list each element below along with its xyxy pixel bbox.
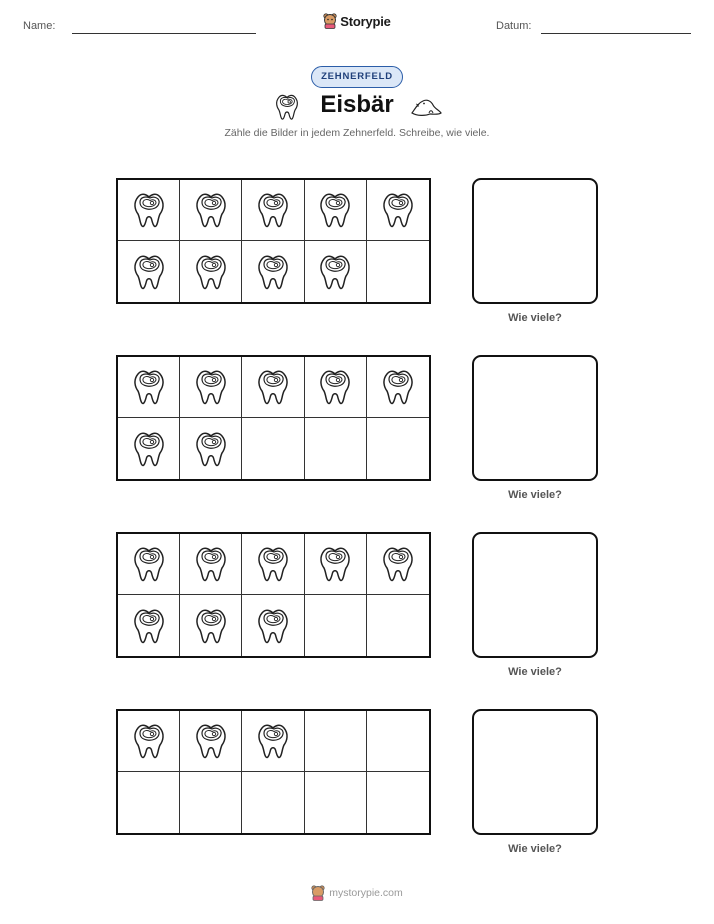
answer-box[interactable] [472, 355, 598, 481]
answer-label: Wie viele? [508, 843, 562, 855]
tooth-steak-icon [381, 545, 415, 583]
name-label: Name: [23, 20, 56, 32]
ten-frame-cell [305, 241, 367, 302]
tooth-steak-icon [256, 722, 290, 760]
ten-frame-cell [242, 772, 304, 833]
ten-frame-cell [367, 418, 429, 479]
answer-label: Wie viele? [508, 666, 562, 678]
ten-frame-cell [180, 241, 242, 302]
ten-frame-cell [305, 595, 367, 656]
bear-mascot-icon [311, 885, 325, 901]
tooth-steak-icon [194, 253, 228, 291]
ten-frame-cell [180, 357, 242, 418]
ten-frame-cell [305, 357, 367, 418]
tooth-steak-icon [256, 368, 290, 406]
ten-frame-cell [118, 595, 180, 656]
ten-frame-cell [180, 595, 242, 656]
tooth-steak-icon [132, 191, 166, 229]
tooth-steak-icon [194, 607, 228, 645]
tooth-steak-icon [318, 545, 352, 583]
answer-label: Wie viele? [508, 489, 562, 501]
tooth-steak-icon [256, 607, 290, 645]
ten-frame-cell [118, 180, 180, 241]
category-badge: ZEHNERFELD [311, 66, 403, 88]
ten-frame-cell [367, 357, 429, 418]
tooth-steak-icon [256, 253, 290, 291]
ten-frame-cell [305, 772, 367, 833]
tooth-steak-icon [256, 191, 290, 229]
tooth-steak-icon [194, 722, 228, 760]
title-row [0, 91, 714, 125]
ten-frame-cell [367, 180, 429, 241]
ten-frame-cell [367, 711, 429, 772]
ten-frame-cell [305, 711, 367, 772]
tooth-steak-icon [194, 368, 228, 406]
ten-frame-cell [242, 595, 304, 656]
tooth-steak-icon [381, 191, 415, 229]
tooth-steak-icon [194, 191, 228, 229]
ten-frame-cell [242, 534, 304, 595]
brand-name: Storypie [340, 13, 391, 29]
ten-frame-cell [118, 241, 180, 302]
ten-frame-cell [180, 772, 242, 833]
brand-logo [0, 13, 714, 29]
ten-frame-cell [118, 711, 180, 772]
tooth-steak-icon [132, 430, 166, 468]
footer-url: mystorypie.com [329, 887, 403, 899]
ten-frame-cell [242, 418, 304, 479]
ten-frame [116, 355, 431, 481]
date-label: Datum: [496, 20, 532, 32]
ten-frame-cell [242, 241, 304, 302]
page-title: Eisbär [320, 91, 394, 118]
bear-mascot-icon [323, 13, 337, 29]
ten-frame-cell [367, 595, 429, 656]
ten-frame-cell [180, 418, 242, 479]
ten-frame-cell [118, 772, 180, 833]
ten-frame-cell [180, 180, 242, 241]
answer-box[interactable] [472, 709, 598, 835]
ten-frame [116, 709, 431, 835]
instructions: Zähle die Bilder in jedem Zehnerfeld. Schreibe, wie viele. [224, 127, 490, 139]
tooth-steak-icon [318, 191, 352, 229]
tooth-steak-icon [256, 545, 290, 583]
footer [0, 885, 714, 901]
tooth-steak-icon [194, 430, 228, 468]
tooth-steak-icon [318, 368, 352, 406]
name-line[interactable] [72, 33, 256, 34]
answer-box[interactable] [472, 532, 598, 658]
tooth-steak-icon [381, 368, 415, 406]
ten-frame [116, 532, 431, 658]
ten-frame-cell [305, 180, 367, 241]
answer-box[interactable] [472, 178, 598, 304]
ten-frame-cell [118, 534, 180, 595]
tooth-steak-icon [132, 253, 166, 291]
tooth-steak-icon [318, 253, 352, 291]
ten-frame-cell [305, 534, 367, 595]
ten-frame-cell [118, 357, 180, 418]
ten-frame-cell [367, 534, 429, 595]
tooth-steak-icon [194, 545, 228, 583]
answer-label: Wie viele? [508, 312, 562, 324]
tooth-steak-icon [132, 722, 166, 760]
seal-icon [409, 95, 443, 122]
ten-frame-cell [367, 241, 429, 302]
tooth-steak-icon [132, 545, 166, 583]
date-line[interactable] [541, 33, 691, 34]
ten-frame-cell [180, 534, 242, 595]
ten-frame [116, 178, 431, 304]
ten-frame-cell [180, 711, 242, 772]
tooth-steak-icon [132, 607, 166, 645]
ten-frame-cell [242, 711, 304, 772]
ten-frame-cell [242, 357, 304, 418]
ten-frame-cell [242, 180, 304, 241]
ten-frame-cell [305, 418, 367, 479]
tooth-steak-icon [132, 368, 166, 406]
ten-frame-cell [118, 418, 180, 479]
ten-frame-cell [367, 772, 429, 833]
